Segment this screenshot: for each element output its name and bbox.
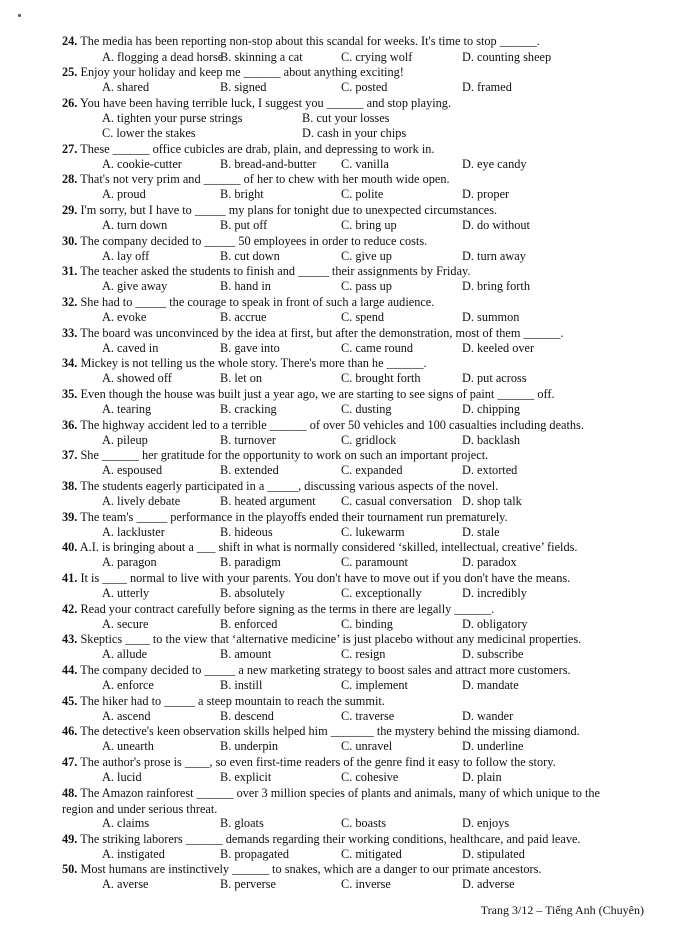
option-b[interactable]: B. descend — [220, 709, 274, 723]
question-number: 27. — [62, 142, 78, 156]
question-number: 49. — [62, 832, 78, 846]
question-stem: The company decided to _____ 50 employees in order to reduce costs. — [80, 234, 428, 248]
options-row — [102, 341, 642, 357]
option-c[interactable]: C. paramount — [341, 555, 408, 569]
question-47 — [62, 755, 647, 771]
option-a[interactable]: A. averse — [102, 877, 149, 891]
question-36 — [62, 418, 647, 434]
question-50 — [62, 862, 647, 878]
question-stem: The highway accident led to a terrible ______ of over 50 vehicles and 100 casualties including deaths. — [80, 418, 584, 432]
question-44 — [62, 663, 647, 679]
option-b[interactable]: B. gave into — [220, 341, 280, 355]
option-c[interactable]: C. bring up — [341, 218, 397, 232]
question-number: 48. — [62, 786, 78, 800]
options-row — [102, 709, 642, 725]
option-b[interactable]: B. signed — [220, 80, 267, 94]
option-d[interactable]: D. backlash — [462, 433, 521, 447]
option-c[interactable]: C. dusting — [341, 402, 392, 416]
options-row — [102, 279, 642, 295]
question-number: 32. — [62, 295, 78, 309]
option-c[interactable]: C. polite — [341, 187, 384, 201]
question-number: 46. — [62, 724, 78, 738]
option-c[interactable]: C. give up — [341, 249, 392, 263]
question-stem: That's not very prim and ______ of her to chew with her mouth wide open. — [80, 172, 450, 186]
question-41 — [62, 571, 647, 587]
option-a[interactable]: A. instigated — [102, 847, 165, 861]
options-row — [102, 525, 642, 541]
question-number: 47. — [62, 755, 78, 769]
option-d[interactable]: D. stipulated — [462, 847, 525, 861]
question-number: 36. — [62, 418, 78, 432]
option-a[interactable]: A. paragon — [102, 555, 157, 569]
options-row — [102, 678, 642, 694]
question-stem: The team's _____ performance in the playoffs ended their tournament run prematurely. — [80, 510, 508, 524]
option-d[interactable]: D. do without — [462, 218, 530, 232]
question-stem: The author's prose is ____, so even first-time readers of the genre find it easy to follow the story. — [80, 755, 556, 769]
option-c[interactable]: C. brought forth — [341, 371, 421, 385]
option-c[interactable]: C. implement — [341, 678, 408, 692]
option-c[interactable]: C. resign — [341, 647, 386, 661]
option-a[interactable]: A. lucid — [102, 770, 142, 784]
question-29 — [62, 203, 647, 219]
option-d[interactable]: D. counting sheep — [462, 50, 552, 64]
option-d[interactable]: D. keeled over — [462, 341, 535, 355]
option-d[interactable]: D. wander — [462, 709, 514, 723]
question-46 — [62, 724, 647, 740]
option-a[interactable]: A. allude — [102, 647, 148, 661]
options-row — [102, 463, 642, 479]
question-45 — [62, 694, 647, 710]
options-row — [102, 402, 642, 418]
question-stem: She had to _____ the courage to speak in front of such a large audience. — [80, 295, 435, 309]
option-b[interactable]: B. instill — [220, 678, 263, 692]
question-number: 35. — [62, 387, 78, 401]
option-b[interactable]: B. underpin — [220, 739, 279, 753]
option-c[interactable]: C. boasts — [341, 816, 387, 830]
option-d[interactable]: D. cash in your chips — [302, 126, 407, 140]
option-a[interactable]: A. turn down — [102, 218, 168, 232]
question-32 — [62, 295, 647, 311]
question-number: 31. — [62, 264, 78, 278]
option-c[interactable]: C. inverse — [341, 877, 391, 891]
question-stem: The board was unconvinced by the idea at first, but after the demonstration, most of them ______. — [80, 326, 564, 340]
question-stem: Enjoy your holiday and keep me ______ about anything exciting! — [80, 65, 404, 79]
question-stem: These ______ office cubicles are drab, plain, and depressing to work in. — [80, 142, 435, 156]
question-stem: The media has been reporting non-stop about this scandal for weeks. It's time to stop ______. — [80, 34, 540, 48]
question-26 — [62, 96, 647, 112]
option-d[interactable]: D. turn away — [462, 249, 526, 263]
question-31 — [62, 264, 647, 280]
option-b[interactable]: B. paradigm — [220, 555, 281, 569]
options-row — [102, 647, 642, 663]
question-number: 50. — [62, 862, 78, 876]
option-a[interactable]: A. lay off — [102, 249, 150, 263]
question-stem: The detective's keen observation skills helped him _______ the mystery behind the missing diamond. — [80, 724, 580, 738]
option-b[interactable]: B. extended — [220, 463, 279, 477]
options-row — [102, 50, 642, 66]
option-a[interactable]: A. ascend — [102, 709, 151, 723]
option-a[interactable]: A. unearth — [102, 739, 154, 753]
question-24 — [62, 34, 647, 50]
options-row — [102, 433, 642, 449]
option-b[interactable]: B. amount — [220, 647, 272, 661]
question-stem: You have been having terrible luck, I suggest you ______ and stop playing. — [80, 96, 452, 110]
option-b[interactable]: B. heated argument — [220, 494, 316, 508]
option-b[interactable]: B. bright — [220, 187, 264, 201]
question-stem: Read your contract carefully before signing as the terms in there are legally ______. — [80, 602, 495, 616]
option-c[interactable]: C. gridlock — [341, 433, 397, 447]
options-row — [102, 310, 642, 326]
option-b[interactable]: B. cut down — [220, 249, 280, 263]
question-stem: A.I. is bringing about a ___ shift in what is normally considered ‘skilled, intellectual, creative’ fields. — [79, 540, 578, 554]
question-number: 24. — [62, 34, 78, 48]
option-a[interactable]: A. cookie-cutter — [102, 157, 182, 171]
options-row — [102, 187, 642, 203]
option-d[interactable]: D. extorted — [462, 463, 518, 477]
option-b[interactable]: B. gloats — [220, 816, 264, 830]
option-c[interactable]: C. crying wolf — [341, 50, 413, 64]
option-a[interactable]: A. enforce — [102, 678, 154, 692]
options-row — [102, 586, 642, 602]
option-c[interactable]: C. vanilla — [341, 157, 389, 171]
question-35 — [62, 387, 647, 403]
option-a[interactable]: A. flogging a dead horse — [102, 50, 224, 64]
option-d[interactable]: D. framed — [462, 80, 512, 94]
question-stem: The Amazon rainforest ______ over 3 million species of plants and animals, many of which unique to the region and under serious threat. — [62, 786, 600, 816]
option-c[interactable]: C. spend — [341, 310, 385, 324]
option-a[interactable]: A. utterly — [102, 586, 150, 600]
question-number: 33. — [62, 326, 78, 340]
options-row — [102, 770, 642, 786]
option-c[interactable]: C. lower the stakes — [102, 126, 196, 140]
question-number: 29. — [62, 203, 78, 217]
question-number: 42. — [62, 602, 78, 616]
options-row — [102, 494, 642, 510]
option-a[interactable]: A. caved in — [102, 341, 159, 355]
option-a[interactable]: A. evoke — [102, 310, 147, 324]
question-48 — [62, 786, 634, 817]
question-number: 34. — [62, 356, 78, 370]
options-row — [102, 617, 642, 633]
option-b[interactable]: B. let on — [220, 371, 263, 385]
question-number: 44. — [62, 663, 78, 677]
option-b[interactable]: B. put off — [220, 218, 268, 232]
options-row — [102, 111, 642, 127]
option-a[interactable]: A. tighten your purse strings — [102, 111, 243, 125]
options-row — [102, 816, 642, 832]
option-d[interactable]: D. subscribe — [462, 647, 524, 661]
question-stem: Even though the house was built just a year ago, we are starting to see signs of paint ______ off. — [80, 387, 555, 401]
question-28 — [62, 172, 647, 188]
question-number: 39. — [62, 510, 78, 524]
option-b[interactable]: B. bread-and-butter — [220, 157, 317, 171]
question-stem: The striking laborers ______ demands regarding their working conditions, healthcare, and paid leave. — [80, 832, 581, 846]
option-a[interactable]: A. proud — [102, 187, 146, 201]
option-a[interactable]: A. showed off — [102, 371, 172, 385]
options-row — [102, 877, 642, 893]
question-number: 30. — [62, 234, 78, 248]
question-number: 38. — [62, 479, 78, 493]
options-row — [102, 80, 642, 96]
question-number: 40. — [62, 540, 78, 554]
options-row — [102, 126, 642, 142]
option-d[interactable]: D. shop talk — [462, 494, 522, 508]
option-a[interactable]: A. tearing — [102, 402, 152, 416]
option-d[interactable]: D. enjoys — [462, 816, 510, 830]
option-d[interactable]: D. plain — [462, 770, 502, 784]
option-c[interactable]: C. expanded — [341, 463, 403, 477]
question-stem: Skeptics ____ to the view that ‘alternative medicine’ is just placebo without any medicinal properties. — [80, 632, 582, 646]
option-b[interactable]: B. enforced — [220, 617, 278, 631]
question-33 — [62, 326, 647, 342]
question-42 — [62, 602, 647, 618]
option-d[interactable]: D. bring forth — [462, 279, 530, 293]
option-b[interactable]: B. hideous — [220, 525, 273, 539]
option-a[interactable]: A. lively debate — [102, 494, 181, 508]
option-d[interactable]: D. adverse — [462, 877, 515, 891]
question-number: 41. — [62, 571, 78, 585]
option-b[interactable]: B. turnover — [220, 433, 277, 447]
option-a[interactable]: A. shared — [102, 80, 150, 94]
options-row — [102, 739, 642, 755]
option-d[interactable]: D. obligatory — [462, 617, 528, 631]
option-b[interactable]: B. accrue — [220, 310, 267, 324]
option-d[interactable]: D. put across — [462, 371, 527, 385]
option-a[interactable]: A. secure — [102, 617, 149, 631]
options-row — [102, 218, 642, 234]
question-27 — [62, 142, 647, 158]
option-c[interactable]: C. binding — [341, 617, 393, 631]
question-37 — [62, 448, 647, 464]
option-b[interactable]: B. propagated — [220, 847, 289, 861]
option-c[interactable]: C. lukewarm — [341, 525, 405, 539]
question-stem: The teacher asked the students to finish and _____ their assignments by Friday. — [80, 264, 471, 278]
question-stem: Mickey is not telling us the whole story. There's more than he ______. — [80, 356, 427, 370]
question-stem: She ______ her gratitude for the opportunity to work on such an important project. — [80, 448, 489, 462]
question-number: 43. — [62, 632, 78, 646]
question-40 — [62, 540, 647, 556]
question-34 — [62, 356, 647, 372]
option-d[interactable]: D. stale — [462, 525, 500, 539]
question-43 — [62, 632, 647, 648]
option-b[interactable]: B. explicit — [220, 770, 272, 784]
option-a[interactable]: A. pileup — [102, 433, 148, 447]
option-c[interactable]: C. came round — [341, 341, 414, 355]
question-25 — [62, 65, 647, 81]
options-row — [102, 371, 642, 387]
question-stem: It is ____ normal to live with your parents. You don't have to move out if you don't have the means. — [80, 571, 571, 585]
option-b[interactable]: B. perverse — [220, 877, 276, 891]
question-number: 45. — [62, 694, 78, 708]
option-a[interactable]: A. give away — [102, 279, 168, 293]
option-c[interactable]: C. casual conversation — [341, 494, 452, 508]
option-d[interactable]: D. chipping — [462, 402, 521, 416]
question-39 — [62, 510, 647, 526]
option-d[interactable]: D. eye candy — [462, 157, 527, 171]
question-38 — [62, 479, 647, 495]
option-b[interactable]: B. cracking — [220, 402, 277, 416]
option-c[interactable]: C. pass up — [341, 279, 392, 293]
option-a[interactable]: A. espoused — [102, 463, 163, 477]
option-a[interactable]: A. claims — [102, 816, 150, 830]
option-d[interactable]: D. paradox — [462, 555, 517, 569]
option-a[interactable]: A. lackluster — [102, 525, 165, 539]
option-c[interactable]: C. cohesive — [341, 770, 399, 784]
question-49 — [62, 832, 647, 848]
options-row — [102, 847, 642, 863]
question-30 — [62, 234, 647, 250]
question-stem: I'm sorry, but I have to _____ my plans for tonight due to unexpected circumstances. — [80, 203, 498, 217]
question-number: 28. — [62, 172, 78, 186]
options-row — [102, 249, 642, 265]
question-stem: Most humans are instinctively ______ to snakes, which are a danger to our primate ancestors. — [80, 862, 542, 876]
option-b[interactable]: B. cut your losses — [302, 111, 390, 125]
option-c[interactable]: C. unravel — [341, 739, 393, 753]
option-c[interactable]: C. traverse — [341, 709, 395, 723]
question-stem: The students eagerly participated in a _____, discussing various aspects of the novel. — [80, 479, 499, 493]
option-b[interactable]: B. skinning a cat — [220, 50, 303, 64]
options-row — [102, 157, 642, 173]
question-stem: The hiker had to _____ a steep mountain to reach the summit. — [80, 694, 385, 708]
option-c[interactable]: C. exceptionally — [341, 586, 422, 600]
question-number: 26. — [62, 96, 78, 110]
option-c[interactable]: C. posted — [341, 80, 388, 94]
option-c[interactable]: C. mitigated — [341, 847, 402, 861]
options-row — [102, 555, 642, 571]
option-d[interactable]: D. underline — [462, 739, 524, 753]
question-number: 37. — [62, 448, 78, 462]
option-d[interactable]: D. incredibly — [462, 586, 527, 600]
question-stem: The company decided to _____ a new marketing strategy to boost sales and attract more customers. — [80, 663, 571, 677]
option-b[interactable]: B. hand in — [220, 279, 271, 293]
page-footer: Trang 3/12 – Tiếng Anh (Chuyên) — [480, 903, 644, 917]
option-b[interactable]: B. absolutely — [220, 586, 285, 600]
question-number: 25. — [62, 65, 78, 79]
option-d[interactable]: D. mandate — [462, 678, 519, 692]
option-d[interactable]: D. proper — [462, 187, 510, 201]
option-d[interactable]: D. summon — [462, 310, 520, 324]
scan-dot — [18, 14, 21, 17]
